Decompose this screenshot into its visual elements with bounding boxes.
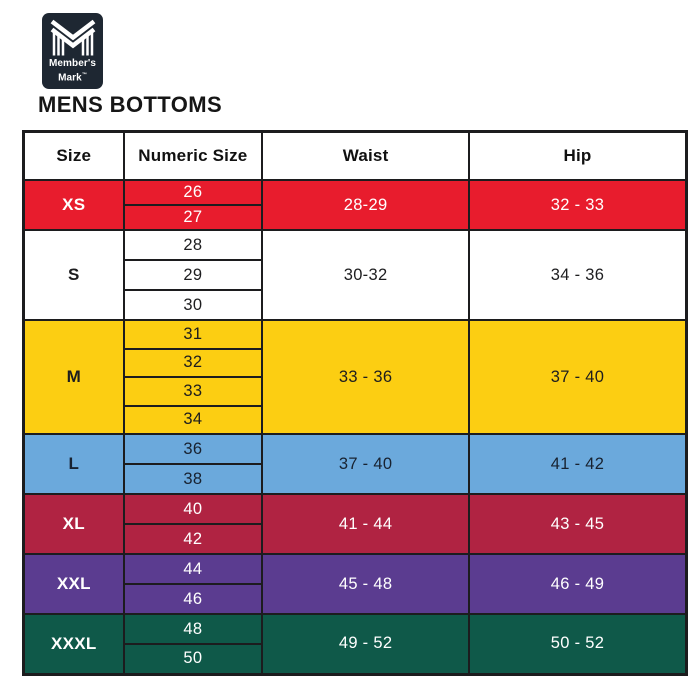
table-row — [24, 180, 687, 205]
numeric-size-cell: 29 — [124, 260, 263, 290]
numeric-size-cell: 34 — [124, 406, 263, 435]
numeric-size-cell: 48 — [124, 614, 263, 644]
table-row — [24, 554, 687, 584]
table-row — [24, 494, 687, 524]
numeric-size-cell: 46 — [124, 584, 263, 614]
numeric-size-cell: 50 — [124, 644, 263, 674]
size-cell: XL — [24, 494, 124, 554]
waist-cell: 28-29 — [262, 180, 469, 230]
members-mark-m-icon — [48, 18, 98, 58]
size-cell: M — [24, 320, 124, 434]
hip-cell: 50 - 52 — [469, 614, 686, 674]
hip-cell: 46 - 49 — [469, 554, 686, 614]
trademark-symbol: ™ — [81, 71, 87, 78]
waist-cell: 30-32 — [262, 230, 469, 320]
waist-cell: 41 - 44 — [262, 494, 469, 554]
waist-cell: 49 - 52 — [262, 614, 469, 674]
numeric-size-cell: 26 — [124, 180, 263, 205]
numeric-size-cell: 27 — [124, 205, 263, 230]
size-chart-table — [22, 130, 688, 676]
size-cell: XS — [24, 180, 124, 230]
numeric-size-cell: 36 — [124, 434, 263, 464]
table-row — [24, 434, 687, 464]
table-row — [24, 614, 687, 644]
hip-cell: 43 - 45 — [469, 494, 686, 554]
page-title: MENS BOTTOMS — [38, 92, 223, 117]
brand-name — [49, 59, 96, 83]
size-cell: XXL — [24, 554, 124, 614]
brand-logo — [42, 13, 103, 89]
waist-cell: 45 - 48 — [262, 554, 469, 614]
table-row — [24, 320, 687, 349]
numeric-size-cell: 31 — [124, 320, 263, 349]
numeric-size-cell: 28 — [124, 230, 263, 260]
brand-name-line2: Mark™ — [58, 71, 87, 83]
hip-cell: 34 - 36 — [469, 230, 686, 320]
column-header-hip: Hip — [469, 132, 686, 181]
hip-cell: 37 - 40 — [469, 320, 686, 434]
numeric-size-cell: 44 — [124, 554, 263, 584]
column-header-waist: Waist — [262, 132, 469, 181]
hip-cell: 32 - 33 — [469, 180, 686, 230]
size-cell: XXXL — [24, 614, 124, 674]
size-cell: S — [24, 230, 124, 320]
waist-cell: 37 - 40 — [262, 434, 469, 494]
numeric-size-cell: 38 — [124, 464, 263, 494]
brand-name-line1: Member's — [48, 58, 97, 69]
numeric-size-cell: 42 — [124, 524, 263, 554]
numeric-size-cell: 40 — [124, 494, 263, 524]
table-row — [24, 230, 687, 260]
size-cell: L — [24, 434, 124, 494]
waist-cell: 33 - 36 — [262, 320, 469, 434]
numeric-size-cell: 32 — [124, 349, 263, 378]
numeric-size-cell: 30 — [124, 290, 263, 320]
column-header-size: Size — [24, 132, 124, 181]
column-header-numeric-size: Numeric Size — [124, 132, 263, 181]
size-chart-body — [24, 180, 687, 674]
size-chart-header — [24, 132, 687, 181]
hip-cell: 41 - 42 — [469, 434, 686, 494]
numeric-size-cell: 33 — [124, 377, 263, 406]
header-row — [24, 132, 687, 181]
